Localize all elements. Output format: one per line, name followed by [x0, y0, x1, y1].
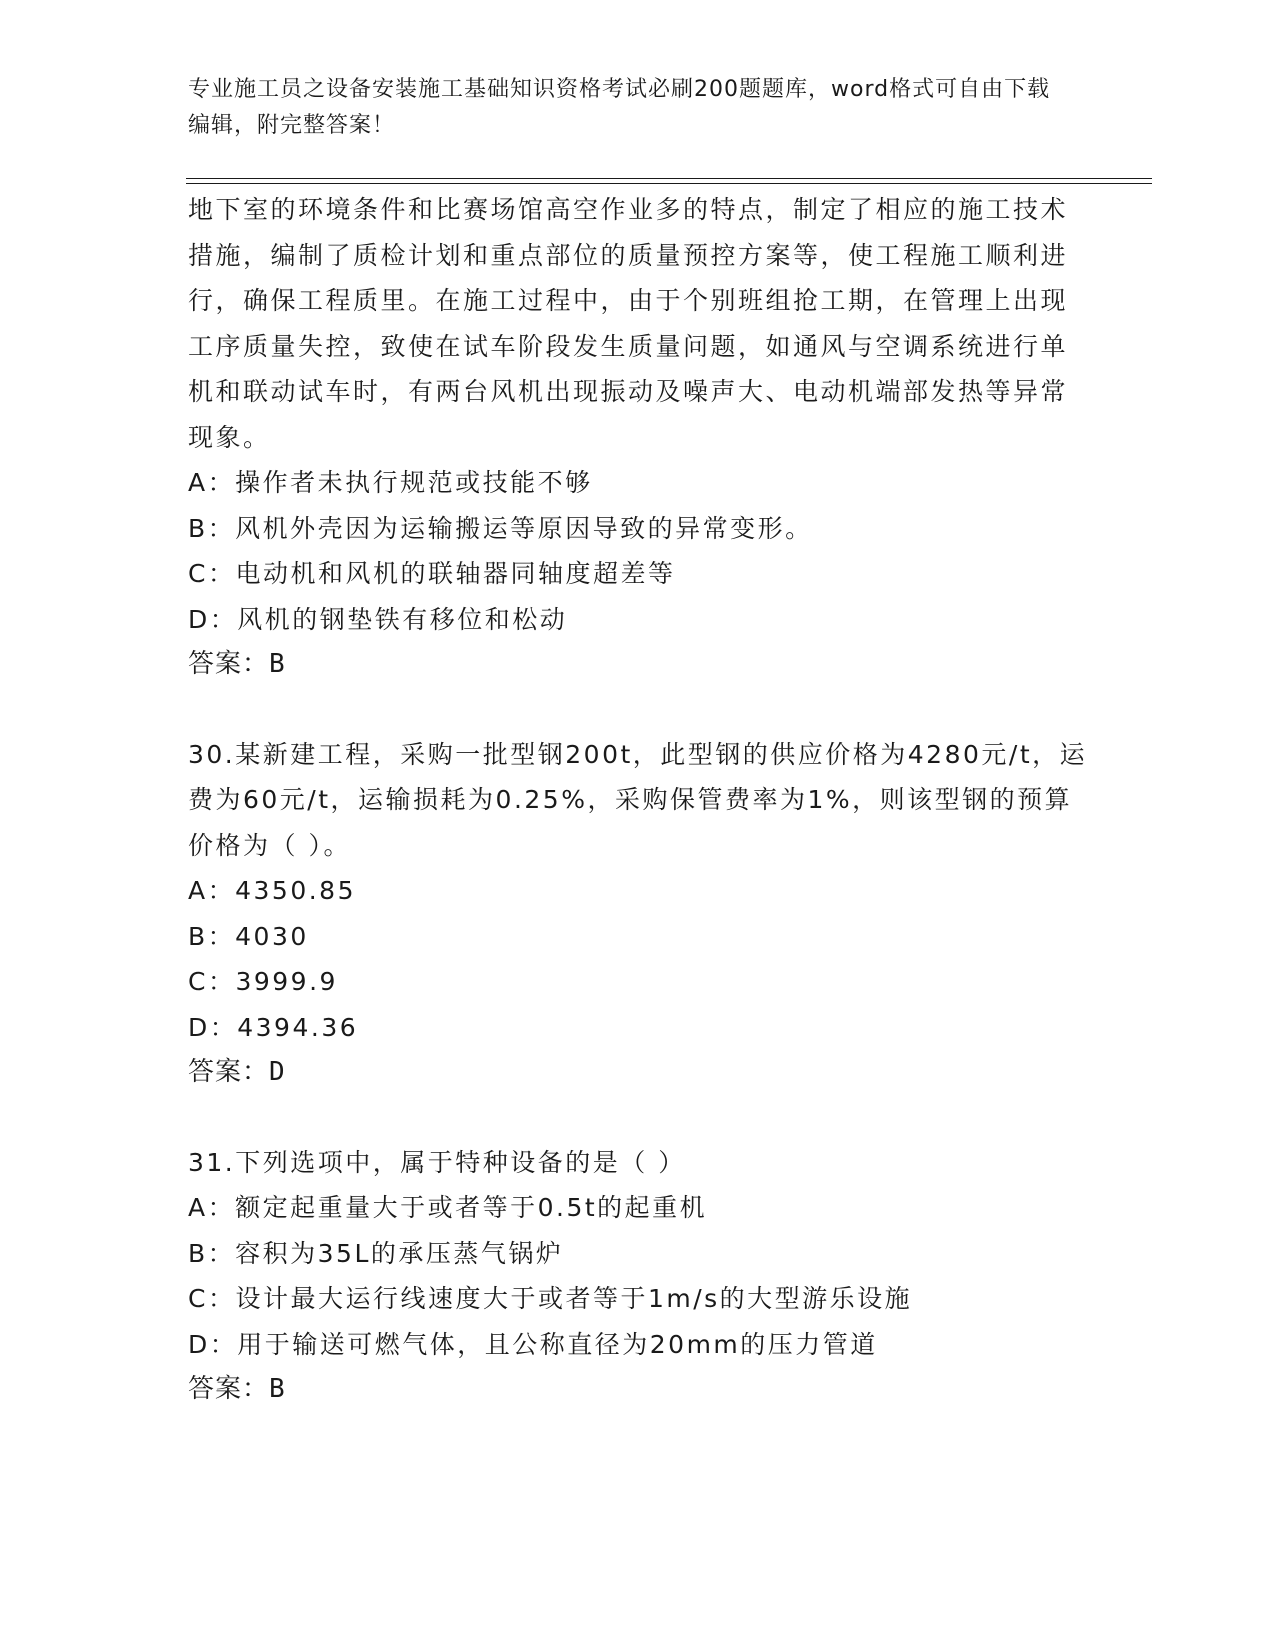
answer-line: [188, 1050, 1088, 1096]
document-header: [188, 72, 1068, 144]
answer-label: 答案：: [188, 1374, 270, 1404]
option-b: B：4030: [188, 921, 309, 951]
question-gap: [188, 1096, 1088, 1140]
question-stem: 31.下列选项中，属于特种设备的是（ ）: [188, 1147, 686, 1177]
option-a: A：4350.85: [188, 876, 356, 905]
option-d: D：用于输送可燃气体，且公称直径为20mm的压力管道: [188, 1329, 878, 1359]
answer-label: 答案：: [188, 1057, 270, 1087]
answer-value: B: [269, 1374, 286, 1404]
answer-value: D: [269, 1057, 286, 1087]
question-31: [188, 1140, 1088, 1413]
answer-value: B: [269, 649, 286, 679]
option-c: C：电动机和风机的联轴器同轴度超差等: [188, 559, 676, 588]
question-stem: 30.某新建工程，采购一批型钢200t，此型钢的供应价格为4280元/t，运费为60元/t，运输损耗为0.25%，采购保管费率为1%，则该型钢的预算价格为（ ）。: [188, 739, 1088, 860]
header-title: 专业施工员之设备安装施工基础知识资格考试必刷200题题库，word格式可自由下载编辑，附完整答案！: [188, 77, 1051, 138]
answer-line: [188, 1367, 1088, 1413]
option-b: B：容积为35L的承压蒸气锅炉: [188, 1238, 564, 1268]
option-c: C：3999.9: [188, 967, 338, 996]
header-rule-bottom: [186, 183, 1152, 184]
header-rule-top: [186, 178, 1152, 179]
document-body: [188, 187, 1088, 1413]
option-b: B：风机外壳因为运输搬运等原因导致的异常变形。: [188, 513, 813, 543]
question-30: [188, 732, 1088, 1096]
answer-line: [188, 642, 1088, 688]
option-a: A：额定起重量大于或者等于0.5t的起重机: [188, 1193, 708, 1222]
option-a: A：操作者未执行规范或技能不够: [188, 468, 593, 497]
answer-label: 答案：: [188, 649, 270, 679]
question-stem: 地下室的环境条件和比赛场馆高空作业多的特点，制定了相应的施工技术措施，编制了质检计划和重点部位的质量预控方案等，使工程施工顺利进行，确保工程质里。在施工过程中，由于个别班组抢工期，在管理上出现工序质量失控，致使在试车阶段发生质量问题，如通风与空调系统进行单机和联动试车时，有两台风机出现振动及噪声大、电动机端部发热等异常现象。: [188, 195, 1069, 452]
option-c: C：设计最大运行线速度大于或者等于1m/s的大型游乐设施: [188, 1284, 913, 1313]
option-d: D：4394.36: [188, 1012, 359, 1042]
question-29: [188, 187, 1088, 688]
question-gap: [188, 688, 1088, 732]
option-d: D：风机的钢垫铁有移位和松动: [188, 604, 568, 634]
